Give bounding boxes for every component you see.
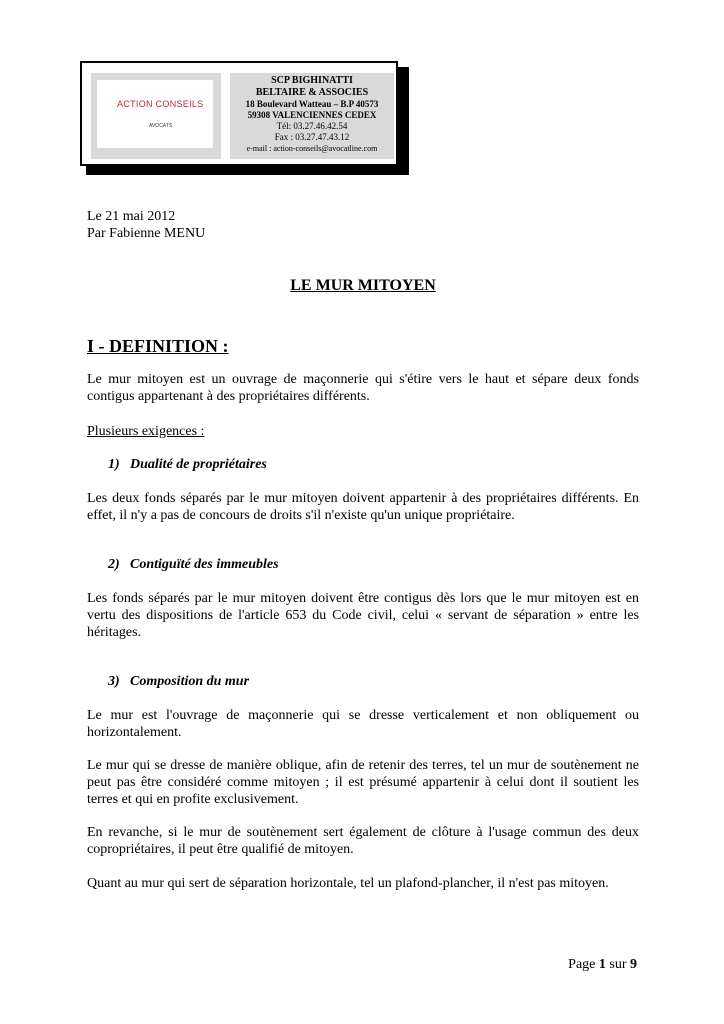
requirement-heading-2: [108, 557, 279, 573]
definition-paragraph: Le mur mitoyen est un ouvrage de maçonnerie qui s'étire vers le haut et sépare deux fonds contigus appartenant à des propriétaires différents.: [87, 372, 639, 404]
page-number: [568, 957, 637, 973]
requirement-title: Composition du mur: [130, 674, 250, 689]
firm-logo: [97, 80, 213, 148]
email: e-mail : action-conseils@avocatline.com: [246, 144, 378, 153]
letter-date: Le 21 mai 2012: [87, 209, 176, 224]
firm-name: SCP BIGHINATTI: [271, 75, 353, 86]
address-line-2: 59308 VALENCIENNES CEDEX: [247, 110, 377, 120]
requirement-heading-1: [108, 457, 267, 473]
document-title: LE MUR MITOYEN: [290, 277, 436, 294]
requirement-heading-3: [108, 674, 249, 690]
requirement-1-paragraph: Les deux fonds séparés par le mur mitoyen doivent appartenir à des propriétaires différents. En effet, il n'y a pas de concours de droits s'il n'existe qu'un unique propriétaire.: [87, 491, 639, 523]
firm-address-block: [230, 73, 394, 159]
page-current: 1: [598, 957, 606, 972]
requirement-number: 2): [108, 557, 120, 572]
section-heading: I - DEFINITION :: [87, 336, 229, 356]
requirements-label: Plusieurs exigences :: [87, 424, 205, 439]
requirement-3-paragraph-1: Le mur est l'ouvrage de maçonnerie qui se dresse verticalement et non obliquement ou horizontalement.: [87, 708, 639, 740]
logo-text: ACTION CONSEILS: [117, 99, 204, 109]
letter-author: Par Fabienne MENU: [87, 226, 206, 241]
page-label: Page: [568, 957, 596, 972]
logo-subtext: AVOCATS: [149, 123, 173, 129]
fax: Fax : 03.27.47.43.12: [274, 132, 350, 142]
requirement-3-paragraph-4: Quant au mur qui sert de séparation horizontale, tel un plafond-plancher, il n'est pas mitoyen.: [87, 876, 609, 891]
phone: Tél: 03.27.46.42.54: [276, 121, 348, 131]
address-line-1: 18 Boulevard Watteau – B.P 40573: [245, 99, 379, 109]
firm-name-2: BELTAIRE & ASSOCIES: [255, 87, 369, 98]
page-total: 9: [630, 957, 637, 972]
requirement-3-paragraph-2: Le mur qui se dresse de manière oblique, afin de retenir des terres, tel un mur de soutènement ne peut pas être considéré comme mitoyen ; il est présumé appartenir à celui dont il soutient les terres et qui en profite exclusivement.: [87, 758, 639, 807]
requirement-3-paragraph-3: En revanche, si le mur de soutènement sert également de clôture à l'usage commun des deux copropriétaires, il peut être qualifié de mitoyen.: [87, 825, 639, 857]
requirement-number: 1): [108, 457, 120, 472]
requirement-2-paragraph: Les fonds séparés par le mur mitoyen doivent être contigus dès lors que le mur mitoyen est en vertu des dispositions de l'article 653 du Code civil, celui « servant de séparation » entre les héritages.: [87, 591, 639, 640]
page-separator: sur: [609, 957, 627, 972]
requirement-number: 3): [108, 674, 120, 689]
requirement-title: Dualité de propriétaires: [130, 457, 267, 472]
requirement-title: Contiguïté des immeubles: [130, 557, 279, 572]
